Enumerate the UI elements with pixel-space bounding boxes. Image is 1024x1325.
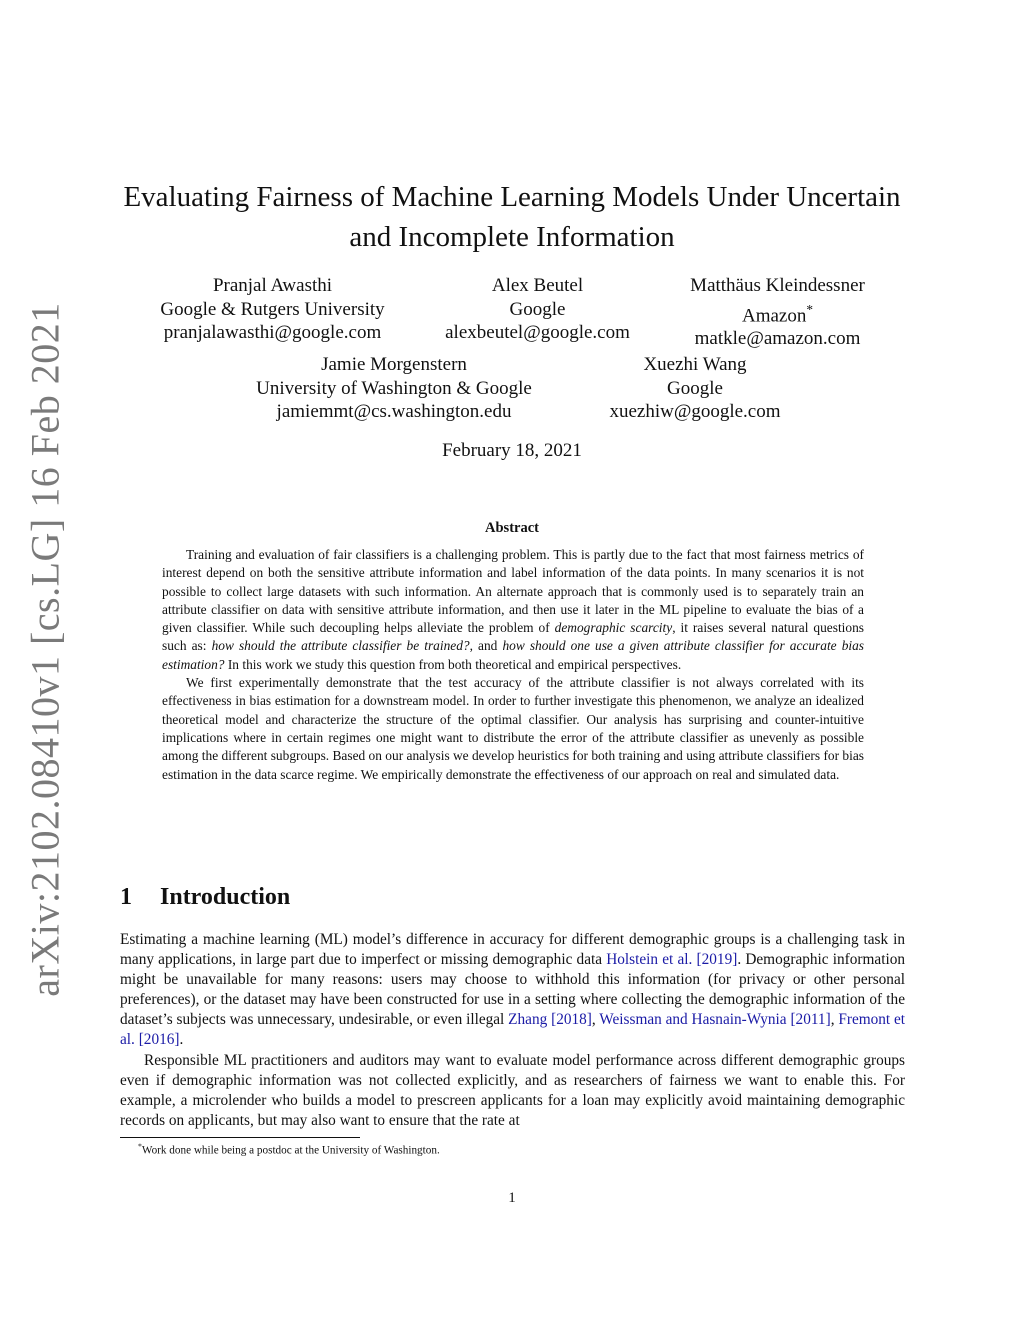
abstract-paragraph: We first experimentally demonstrate that the test accuracy of the attribute classifier is not always correlated with its effectiveness in bias estimation for a downstream model. In order to further investigate this phenomenon, we analyze an idealized theoretical model and characterize the structure of the optimal classifier. Our analysis has surprising and counter-intuitive implications where in certain regimes one might want to distribute the error of the attribute classifier as unevenly as possible among the different subgroups. Based on our analysis we develop heuristics for both training and using attribute classifiers for bias estimation in the data scarce regime. We empirically demonstrate the effectiveness of our approach on real and simulated data. bbox=[162, 675, 864, 782]
author-block bbox=[430, 274, 645, 345]
title-line-1: Evaluating Fairness of Machine Learning Models Under Uncertain bbox=[123, 181, 901, 213]
abstract-text: Training and evaluation of fair classifiers is a challenging problem. This is partly due to the fact that most fairness metrics of interest depend on both the sensitive attribute information and label information of the data points. In many scenarios it is not possible to collect large datasets with such information. An alternate approach that is commonly used is to separately train an attribute classifier on data with sensitive attribute information, and then use it later in the ML pipeline to evaluate the bias of a given classifier. While such decoupling helps alleviate the problem of bbox=[162, 547, 864, 636]
author-block bbox=[595, 353, 795, 424]
title-line-2: and Incomplete Information bbox=[349, 221, 675, 253]
author-name: Pranjal Awasthi bbox=[212, 275, 333, 296]
arxiv-stamp-text: arXiv:2102.08410v1 [cs.LG] 16 Feb 2021 bbox=[22, 301, 68, 997]
arxiv-stamp bbox=[10, 301, 80, 997]
body-text: Estimating a machine learning (ML) model’s difference in accuracy for different demographic groups is a challenging task in many applications, in large part due to imperfect or missing demographic data bbox=[120, 931, 905, 969]
section-heading bbox=[120, 884, 290, 911]
author-affiliation: Google bbox=[509, 298, 566, 320]
author-block bbox=[235, 353, 553, 424]
author-email: xuezhiw@google.com bbox=[609, 401, 781, 422]
body-text: . Demographic information might be unavailable for many reasons: users may choose to withhold this information (for privacy or other personal preferences), or the dataset may have been constructed for use in a setting where collecting the demographic information of the dataset’s subjects was unnecessary, undesirable, or even illegal bbox=[120, 951, 905, 1029]
page-number: 1 bbox=[508, 1190, 516, 1206]
citation-link[interactable]: Holstein et al. [2019] bbox=[606, 951, 738, 969]
author-email: matkle@amazon.com bbox=[694, 328, 861, 350]
author-affiliation: University of Washington & Google bbox=[256, 377, 532, 399]
abstract-emphasis: how should one use a given attribute classifier for accurate bias estimation? bbox=[162, 638, 865, 672]
paper-title bbox=[118, 177, 906, 257]
abstract-emphasis: how should the attribute classifier be trained? bbox=[211, 638, 470, 654]
body-paragraph: Responsible ML practitioners and auditors may want to evaluate model performance across different demographic groups even if demographic information was not collected explicitly, and as researchers of fairness we want to enable this. For example, a microlender who builds a model to prescreen applicants for a loan may explicitly avoid maintaining demographic records on applicants, but may also want to ensure that the rate at bbox=[120, 1051, 905, 1129]
author-name: Xuezhi Wang bbox=[643, 354, 747, 375]
author-email: alexbeutel@google.com bbox=[445, 322, 630, 343]
author-affiliation: Google bbox=[667, 377, 723, 399]
author-block bbox=[670, 274, 885, 351]
author-affiliation: Google & Rutgers University bbox=[160, 298, 385, 320]
footnote bbox=[138, 1142, 440, 1157]
author-name: Matthäus Kleindessner bbox=[690, 275, 865, 296]
abstract-heading: Abstract bbox=[485, 520, 539, 536]
footnote-rule bbox=[120, 1137, 360, 1138]
affiliation-text: Amazon bbox=[741, 304, 807, 326]
publication-date: February 18, 2021 bbox=[442, 440, 582, 461]
author-email: jamiemmt@cs.washington.edu bbox=[276, 401, 512, 422]
section-title: Introduction bbox=[160, 884, 291, 910]
author-name: Alex Beutel bbox=[491, 275, 584, 296]
abstract-text: , and bbox=[469, 638, 498, 654]
section-number: 1 bbox=[120, 884, 132, 910]
body-paragraph: Estimating a machine learning (ML) model’s difference in accuracy for different demographic groups is a challenging task in many applications, in large part due to imperfect or missing demographic data Holstein et al. [2019]. Demographic information might be unavailable for many reasons: users may choose to withhold this information (for privacy or other personal preferences), or the dataset may have been constructed for use in a setting where collecting the demographic information of the dataset’s subjects was unnecessary, undesirable, or even illegal Zhang [2018], Weissman and Hasnain-Wynia [2011], Fremont et al. [2016]. bbox=[120, 931, 906, 1049]
footnote-mark: * bbox=[138, 1142, 142, 1151]
citation-link[interactable]: Zhang [2018] bbox=[508, 1011, 592, 1029]
abstract-text: In this work we study this question from both theoretical and empirical perspectives. bbox=[224, 656, 682, 672]
citation-link[interactable]: Weissman and Hasnain-Wynia [2011] bbox=[599, 1011, 831, 1029]
footnote-mark: * bbox=[806, 301, 814, 317]
author-email: pranjalawasthi@google.com bbox=[163, 322, 382, 343]
author-block bbox=[140, 274, 405, 345]
footnote-text: Work done while being a postdoc at the University of Washington. bbox=[141, 1144, 440, 1157]
author-name: Jamie Morgenstern bbox=[321, 354, 467, 375]
citation-link[interactable]: Fremont et al. [2016] bbox=[120, 1011, 906, 1049]
section-body bbox=[120, 930, 905, 1131]
abstract-paragraph bbox=[162, 546, 864, 674]
abstract-body bbox=[162, 546, 864, 784]
abstract-text: , it raises several natural questions such as: bbox=[162, 620, 864, 654]
author-affiliation bbox=[670, 298, 885, 328]
abstract-emphasis: demographic scarcity bbox=[554, 620, 673, 636]
